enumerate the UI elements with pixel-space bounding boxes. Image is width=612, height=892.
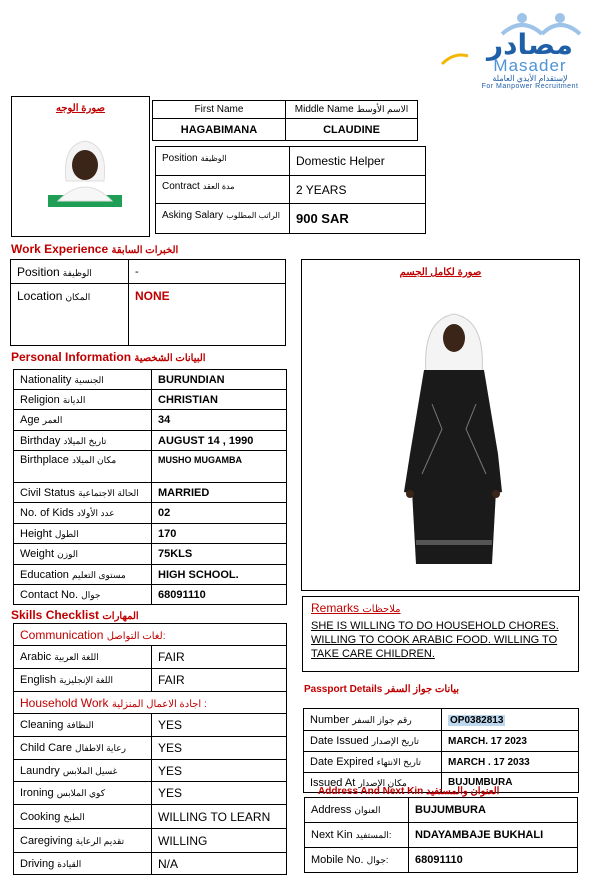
- passport-title: Passport Details بيانات جواز السفر: [304, 684, 460, 695]
- middle-name-value: CLAUDINE: [286, 119, 418, 141]
- address-title: Address And Next Kin العنوان والمستفيد: [318, 786, 500, 797]
- address-row-next-kin: Next Kin المستفيد: NDAYAMBAJE BUKHALI: [305, 823, 578, 848]
- work-experience-table: [10, 259, 286, 346]
- skill-row-english: English اللغة الإنجليزية FAIR: [14, 669, 287, 692]
- communication-subheader: Communication لغات التواصل:: [14, 624, 287, 646]
- logo-tagline-ar: لإستقدام الأيدي العاملة: [492, 74, 568, 83]
- personal-row-kids: No. of Kids عدد الأولاد 02: [14, 503, 287, 524]
- job-table: [155, 146, 426, 234]
- personal-info-table: [13, 369, 287, 605]
- name-table: [152, 100, 418, 141]
- remarks-box: [302, 596, 579, 672]
- household-subheader: Household Work اجادة الاعمال المنزلية :: [14, 692, 287, 714]
- skills-title: Skills Checklist المهارات: [11, 608, 139, 622]
- full-photo-image: [402, 304, 502, 574]
- first-name-label: First Name: [153, 101, 286, 119]
- address-row-address: Address العنوان BUJUMBURA: [305, 798, 578, 823]
- personal-row-weight: Weight الوزن 75KLS: [14, 544, 287, 565]
- face-photo-image: [40, 131, 130, 211]
- job-row-position: Position الوظيفة Domestic Helper: [156, 147, 426, 176]
- skill-row-caregiving: Caregiving تقديم الرعاية WILLING: [14, 829, 287, 853]
- skill-row-driving: Driving القيادة N/A: [14, 853, 287, 875]
- skill-row-ironing: Ironing كوي الملابس YES: [14, 782, 287, 805]
- personal-row-civil-status: Civil Status الحالة الاجتماعية MARRIED: [14, 483, 287, 503]
- address-table: [304, 797, 578, 873]
- passport-table: [303, 708, 579, 793]
- work-experience-title: Work Experience الخبرات السابقة: [11, 242, 179, 256]
- face-photo-title: صورة الوجه: [55, 103, 106, 114]
- address-row-mobile: Mobile No. جوال: 68091110: [305, 848, 578, 873]
- passport-row-issued-at: Issued At مكان الإصدار BUJUMBURA: [304, 773, 579, 793]
- passport-number-highlight: OP0382813: [450, 714, 504, 726]
- skill-row-cooking: Cooking الطبخ WILLING TO LEARN: [14, 805, 287, 829]
- work-row-location: Location المكان NONE: [11, 284, 286, 346]
- logo-tagline-en: For Manpower Recruitment: [481, 83, 579, 90]
- job-row-salary: Asking Salary الراتب المطلوب 900 SAR: [156, 204, 426, 234]
- skill-row-child-care: Child Care رعاية الاطفال YES: [14, 737, 287, 760]
- middle-name-label: Middle Name الاسم الأوسط: [286, 101, 418, 119]
- personal-row-age: Age العمر 34: [14, 410, 287, 431]
- passport-row-expired: Date Expired تاريخ الانتهاء MARCH . 17 2033: [304, 752, 579, 773]
- skill-row-arabic: Arabic اللغة العربية FAIR: [14, 646, 287, 669]
- work-row-position: Position الوظيفة -: [11, 260, 286, 284]
- personal-row-nationality: Nationality الجنسية BURUNDIAN: [14, 370, 287, 390]
- face-photo-frame: [11, 96, 150, 237]
- personal-row-height: Height الطول 170: [14, 524, 287, 544]
- passport-row-issued: Date Issued تاريخ الإصدار MARCH. 17 2023: [304, 731, 579, 752]
- skills-table: [13, 623, 287, 875]
- first-name-value: HAGABIMANA: [153, 119, 286, 141]
- logo-latin-word: Masader: [493, 56, 567, 75]
- personal-row-birthday: Birthday تاريخ الميلاد AUGUST 14 , 1990: [14, 431, 287, 451]
- masader-logo: [440, 10, 600, 90]
- remarks-title: Remarks ملاحظات: [311, 601, 401, 615]
- skill-row-cleaning: Cleaning النظافة YES: [14, 714, 287, 737]
- skills-frame: [13, 623, 287, 873]
- skill-row-laundry: Laundry غسيل الملابس YES: [14, 760, 287, 782]
- logo-arabic-word: مصادر: [487, 28, 573, 61]
- job-row-contract: Contract مدة العقد 2 YEARS: [156, 176, 426, 204]
- full-photo-title: صورة لكامل الجسم: [399, 267, 482, 278]
- full-photo-frame: [301, 259, 580, 591]
- passport-row-number: Number رقم جواز السفر OP0382813: [304, 709, 579, 731]
- personal-row-education: Education مستوى التعليم HIGH SCHOOL.: [14, 565, 287, 585]
- personal-row-birthplace: Birthplace مكان الميلاد MUSHO MUGAMBA: [14, 451, 287, 483]
- personal-row-contact: Contact No. جوال 68091110: [14, 585, 287, 605]
- remarks-text: SHE IS WILLING TO DO HOUSEHOLD CHORES. WILLING TO COOK ARABIC FOOD. WILLING TO TAKE CARE CHILDREN.: [311, 620, 559, 660]
- personal-info-title: Personal Information البيانات الشخصية: [11, 350, 206, 364]
- personal-row-religion: Religion الديانة CHRISTIAN: [14, 390, 287, 410]
